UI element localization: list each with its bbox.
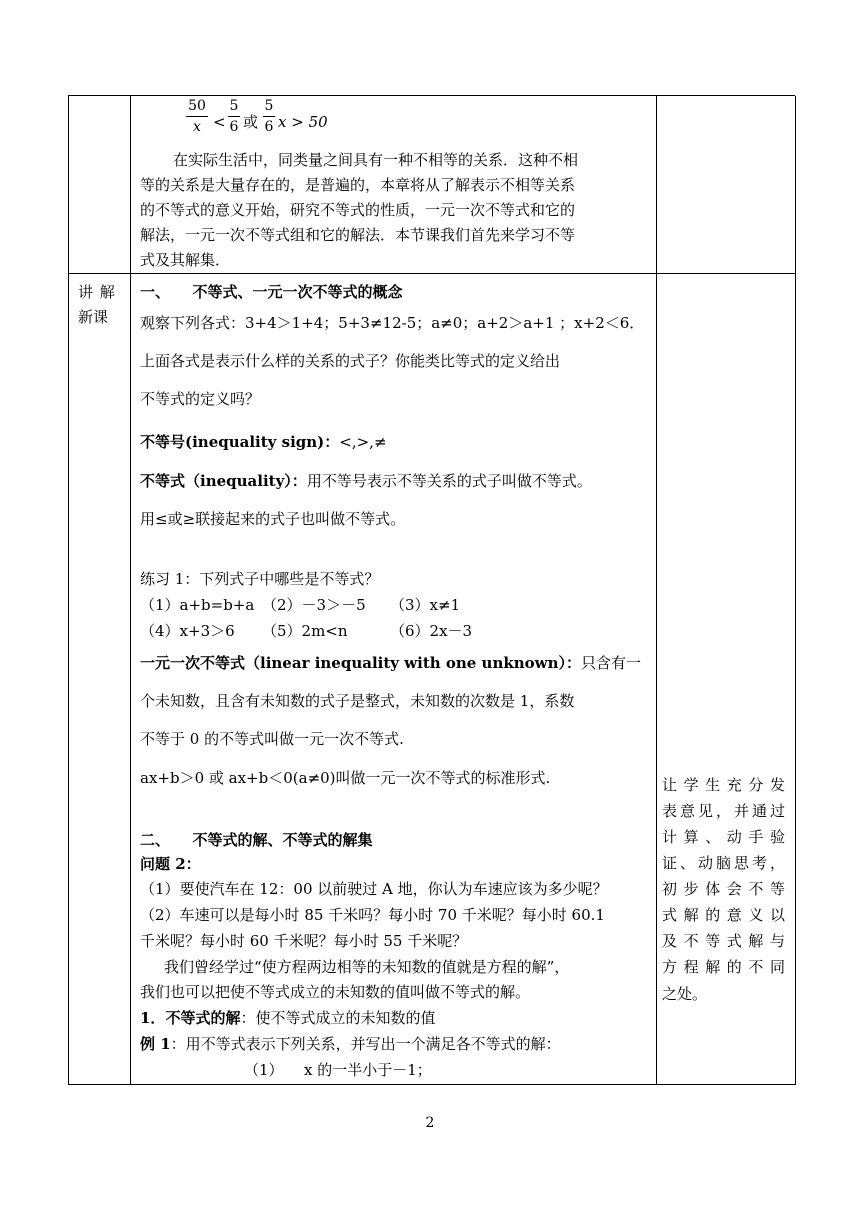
- example-label: 例 1: [140, 1035, 171, 1053]
- term-label: 不等式（inequality）：: [140, 472, 307, 490]
- term-value: 只含有一: [581, 654, 642, 672]
- exercise-item: （3）x≠1: [390, 596, 461, 614]
- section-heading: 二、 不等式的解、不等式的解集: [140, 831, 373, 849]
- term-value: ：使不等式成立的未知数的值: [240, 1009, 436, 1027]
- denominator: 6: [264, 119, 274, 135]
- term-label: 不等号(inequality sign)：: [140, 433, 340, 451]
- standard-form-text: ax+b＞0 或 ax+b＜0(a≠0)叫做一元一次不等式的标准形式.: [140, 769, 551, 787]
- problem-text: （1）要使汽车在 12：00 以前驶过 A 地，你认为车速应该为多少呢？: [140, 880, 608, 898]
- note-line: 式解的意义以: [662, 906, 785, 924]
- linear-definition: [140, 654, 641, 672]
- term-label: 不等式的解: [165, 1009, 241, 1027]
- inequality-tail: x > 50: [278, 113, 328, 131]
- denominator: x: [193, 119, 201, 135]
- column-divider: [656, 96, 657, 1085]
- fraction: [186, 98, 208, 135]
- example-heading: [140, 1035, 561, 1053]
- note-line: 计算、动手验: [662, 828, 785, 846]
- note-line: 之处。: [662, 985, 708, 1003]
- row-label: 讲 解: [78, 283, 116, 301]
- fraction: [228, 98, 240, 135]
- exercise-item: （1）a+b=b+a: [140, 596, 255, 614]
- solution-text: 我们曾经学过“使方程两边相等的未知数的值就是方程的解”，: [164, 958, 570, 976]
- intro-line: 等的关系是大量存在的，是普遍的，本章将从了解表示不相等关系: [140, 176, 576, 194]
- sign-definition: [140, 433, 387, 451]
- numerator: 5: [264, 98, 274, 114]
- note-line: 方程解的不同: [662, 958, 785, 976]
- question-text: 上面各式是表示什么样的关系的式子？你能类比等式的定义给出: [140, 352, 561, 370]
- intro-line: 解法，一元一次不等式组和它的解法．本节课我们首先来学习不等: [140, 226, 576, 244]
- example-item-number: （1）: [244, 1061, 284, 1079]
- definition-text: 个未知数，且含有未知数的式子是整式，未知数的次数是 1，系数: [140, 692, 575, 710]
- term-label: 一元一次不等式（linear inequality with one unknown）：: [140, 654, 581, 672]
- observe-text: 观察下列各式：3+4＞1+4；5+3≠12-5；a≠0；a+2＞a+1 ；x+2＜6．: [140, 314, 645, 332]
- exercise-item: （2）－3＞－5: [262, 596, 366, 614]
- note-line: 让学生充分发: [662, 776, 785, 794]
- example-text: ：用不等式表示下列关系，并写出一个满足各不等式的解：: [170, 1035, 561, 1053]
- item-number: 1．: [140, 1009, 166, 1027]
- exercise-item: （4）x+3＞6: [140, 622, 235, 640]
- section-heading: 一、 不等式、一元一次不等式的概念: [140, 283, 403, 301]
- inequality-definition: [140, 472, 592, 490]
- definition-text: 不等于 0 的不等式叫做一元一次不等式.: [140, 730, 404, 748]
- term-value: <,>,≠: [339, 433, 387, 451]
- numerator: 50: [188, 98, 206, 114]
- row-divider: [69, 273, 795, 274]
- intro-line: 在实际生活中，同类量之间具有一种不相等的关系．这种不相: [173, 151, 579, 169]
- note-line: 初步体会不等: [662, 880, 785, 898]
- or-text: 或: [243, 113, 259, 131]
- column-divider: [130, 96, 131, 1085]
- page-number: 2: [425, 1115, 435, 1131]
- exercise-title: 练习 1：下列式子中哪些是不等式？: [140, 570, 380, 588]
- definition-text: 用≤或≥联接起来的式子也叫做不等式。: [140, 510, 406, 528]
- note-line: 及不等式解与: [662, 932, 785, 950]
- note-line: 证、动脑思考，: [662, 854, 785, 872]
- exercise-item: （6）2x－3: [390, 622, 473, 640]
- problem-text: （2）车速可以是每小时 85 千米吗？每小时 70 千米呢？每小时 60.1: [140, 906, 605, 924]
- problem-label: 问题 2：: [140, 855, 201, 873]
- solution-definition: [140, 1009, 435, 1027]
- fraction: [263, 98, 275, 135]
- note-line: 表意见，并通过: [662, 802, 785, 820]
- example-item-text: x 的一半小于－1；: [304, 1061, 432, 1079]
- less-than-sign: <: [213, 113, 226, 131]
- table-right-border: [795, 96, 796, 1085]
- table-bottom-border: [69, 1084, 795, 1085]
- question-text: 不等式的定义吗？: [140, 390, 261, 408]
- exercise-item: （5）2m<n: [262, 622, 348, 640]
- row-label: 新课: [78, 308, 109, 326]
- term-value: 用不等号表示不等关系的式子叫做不等式。: [306, 472, 592, 490]
- solution-text: 我们也可以把使不等式成立的未知数的值叫做不等式的解。: [140, 983, 531, 1001]
- numerator: 5: [229, 98, 239, 114]
- intro-line: 式及其解集．: [140, 251, 231, 269]
- problem-text: 千米呢？每小时 60 千米呢？每小时 55 千米呢？: [140, 932, 468, 950]
- denominator: 6: [229, 119, 239, 135]
- intro-line: 的不等式的意义开始，研究不等式的性质，一元一次不等式和它的: [140, 201, 576, 219]
